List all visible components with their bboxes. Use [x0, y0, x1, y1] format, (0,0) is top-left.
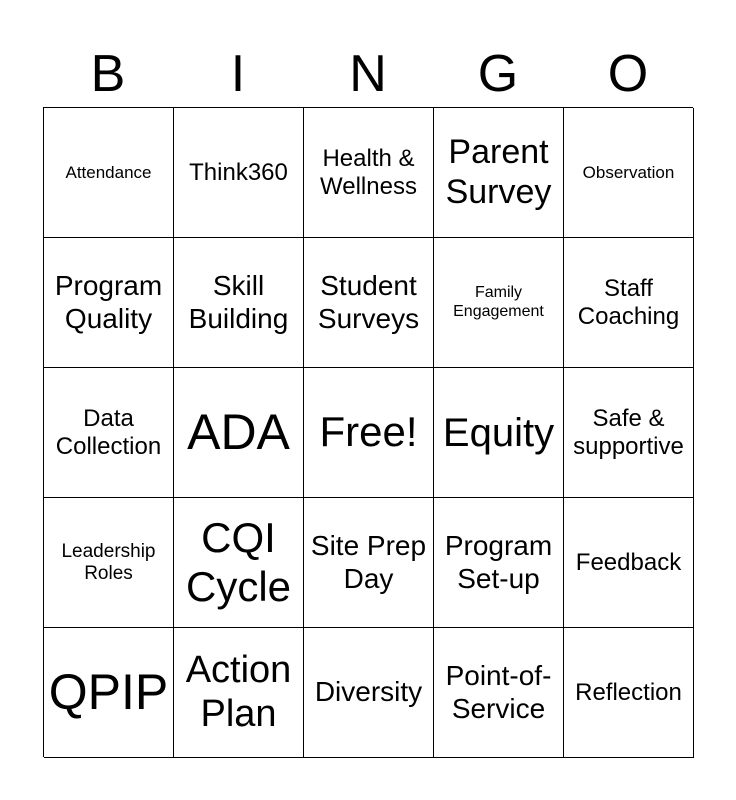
bingo-cell-attendance[interactable]	[44, 108, 174, 238]
bingo-cell-leadership-roles[interactable]	[44, 498, 174, 628]
cell-label: Diversity	[314, 676, 423, 708]
bingo-cell-equity[interactable]	[434, 368, 564, 498]
bingo-cell-staff-coaching[interactable]	[564, 238, 694, 368]
bingo-cell-parent-survey[interactable]	[434, 108, 564, 238]
bingo-cell-diversity[interactable]	[304, 628, 434, 758]
cell-label: Skill Building	[188, 270, 289, 334]
cell-label: Program Quality	[54, 270, 163, 334]
bingo-cell-cqi-cycle[interactable]	[174, 498, 304, 628]
cell-label: QPIP	[48, 663, 169, 720]
bingo-cell-skill-building[interactable]	[174, 238, 304, 368]
header-letter-i: I	[230, 45, 246, 103]
bingo-cell-ada[interactable]	[174, 368, 304, 498]
bingo-cell-think360[interactable]	[174, 108, 304, 238]
bingo-cell-observation[interactable]	[564, 108, 694, 238]
bingo-cell-health-wellness[interactable]	[304, 108, 434, 238]
bingo-cell-free[interactable]	[304, 368, 434, 498]
cell-label: ADA	[187, 403, 290, 460]
bingo-cell-reflection[interactable]	[564, 628, 694, 758]
cell-label: Student Surveys	[317, 270, 420, 334]
bingo-cell-qpip[interactable]	[44, 628, 174, 758]
cell-label: Parent Survey	[445, 133, 552, 211]
bingo-header	[43, 40, 693, 108]
bingo-board	[43, 107, 693, 757]
bingo-cell-point-of-service[interactable]	[434, 628, 564, 758]
cell-label: Program Set-up	[444, 530, 553, 594]
bingo-cell-safe-supportive[interactable]	[564, 368, 694, 498]
bingo-cell-program-setup[interactable]	[434, 498, 564, 628]
cell-label: Feedback	[575, 548, 682, 576]
cell-label: Free!	[319, 408, 418, 456]
cell-label: Equity	[442, 410, 555, 455]
header-letter-g: G	[477, 45, 519, 103]
header-letter-o: O	[607, 45, 649, 103]
bingo-cell-data-collection[interactable]	[44, 368, 174, 498]
cell-label: Data Collection	[55, 404, 162, 460]
bingo-cell-student-surveys[interactable]	[304, 238, 434, 368]
cell-label: Staff Coaching	[577, 274, 680, 330]
cell-label: Action Plan	[185, 648, 292, 735]
bingo-cell-feedback[interactable]	[564, 498, 694, 628]
cell-label: Site Prep Day	[310, 530, 427, 594]
cell-label: Attendance	[65, 162, 152, 182]
cell-label: CQI Cycle	[185, 514, 292, 610]
cell-label: Observation	[582, 162, 675, 182]
cell-label: Family Engagement	[453, 284, 544, 320]
cell-label: Think360	[189, 158, 288, 186]
cell-label: Leadership Roles	[61, 540, 156, 584]
header-letter-b: B	[90, 45, 126, 103]
cell-label: Reflection	[575, 678, 682, 706]
header-letter-n: N	[349, 45, 387, 103]
bingo-cell-family-engagement[interactable]	[434, 238, 564, 368]
cell-label: Point-of-Service	[445, 660, 552, 724]
bingo-cell-program-quality[interactable]	[44, 238, 174, 368]
cell-label: Safe & supportive	[573, 404, 684, 460]
bingo-cell-action-plan[interactable]	[174, 628, 304, 758]
cell-label: Health & Wellness	[320, 144, 417, 200]
bingo-cell-site-prep-day[interactable]	[304, 498, 434, 628]
